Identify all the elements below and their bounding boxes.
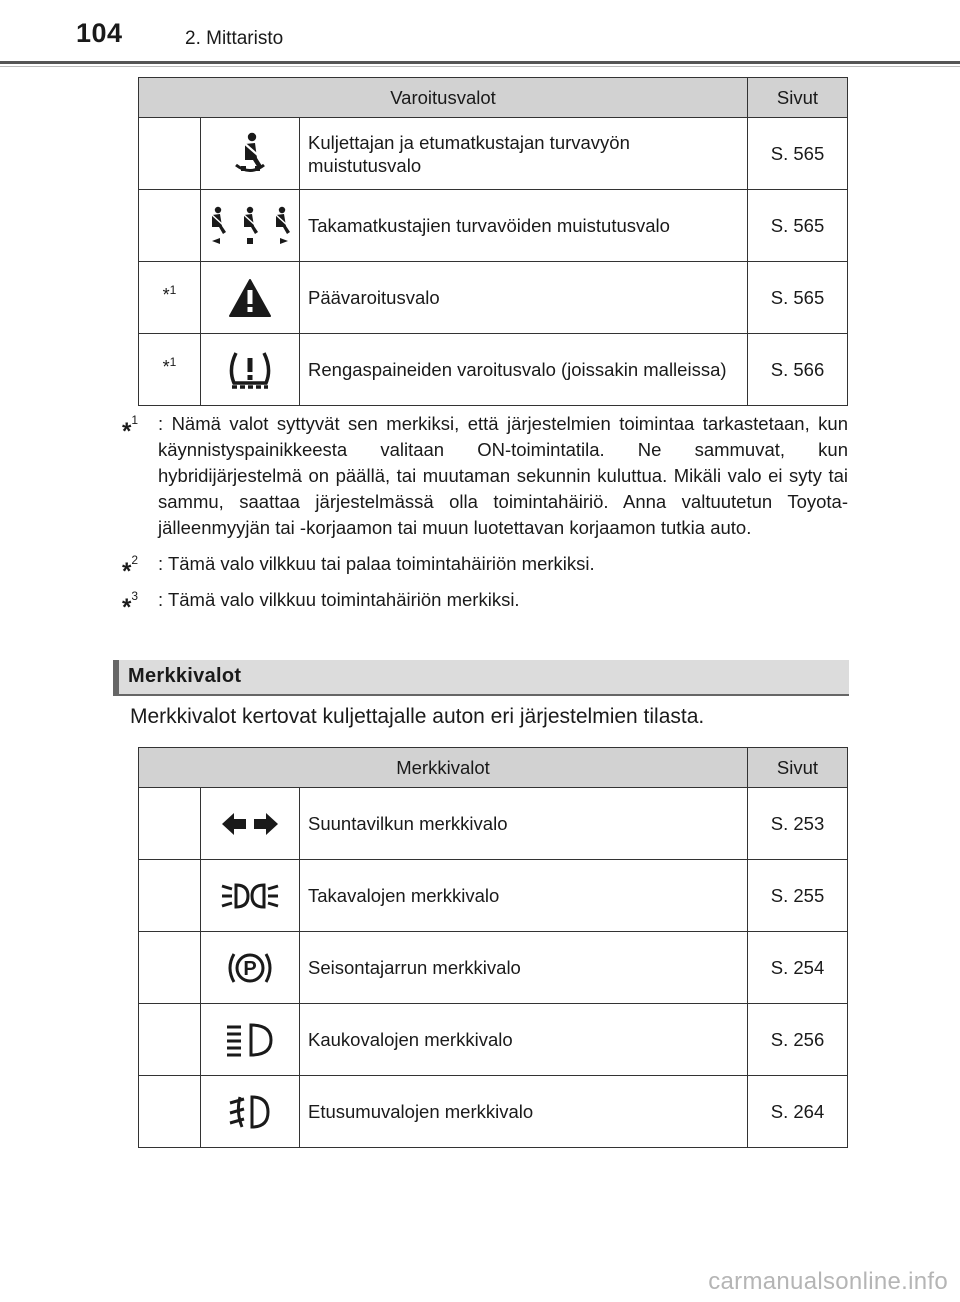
section-heading: Merkkivalot — [128, 665, 242, 687]
indicator-light-name: Suuntavilkun merkkivalo — [300, 788, 748, 860]
table-row — [139, 262, 848, 334]
section-title: 2. Mittaristo — [185, 28, 284, 49]
table-row — [139, 860, 848, 932]
column-header-pages: Sivut — [748, 78, 848, 118]
section-accent — [113, 660, 119, 694]
indicator-light-name: Seisontajarrun merkkivalo — [300, 932, 748, 1004]
high-beam-icon — [201, 1004, 300, 1076]
page-number: 104 — [76, 18, 123, 48]
table-row — [139, 118, 848, 190]
column-header-pages: Sivut — [748, 748, 848, 788]
seatbelt-icon — [201, 118, 300, 190]
row-mark — [139, 932, 201, 1004]
rear-seatbelt-icon — [201, 190, 300, 262]
row-mark — [139, 860, 201, 932]
page-reference: S. 264 — [748, 1076, 848, 1148]
table-row — [139, 932, 848, 1004]
master-warning-icon — [201, 262, 300, 334]
tire-pressure-icon — [201, 334, 300, 406]
page-reference: S. 565 — [748, 262, 848, 334]
warning-light-name: Kuljettajan ja etumatkustajan turvavyön muistutusvalo — [300, 118, 748, 190]
warning-light-name: Päävaroitusvalo — [300, 262, 748, 334]
section-underline — [113, 694, 849, 696]
page-reference: S. 254 — [748, 932, 848, 1004]
row-mark — [139, 190, 201, 262]
footnote-text: : Tämä valo vilkkuu tai palaa toimintahäiriön merkiksi. — [158, 553, 595, 574]
tail-light-icon — [201, 860, 300, 932]
footnote — [122, 411, 848, 541]
page-reference: S. 565 — [748, 118, 848, 190]
row-mark — [139, 1004, 201, 1076]
row-mark — [139, 1076, 201, 1148]
warning-light-name: Takamatkustajien turvavöiden muistutusvalo — [300, 190, 748, 262]
table-row — [139, 788, 848, 860]
table-header-row — [139, 78, 848, 118]
row-mark: *$^1$ — [139, 334, 201, 406]
footnote-mark: *$^3$ — [122, 589, 139, 622]
footnotes — [122, 411, 848, 623]
indicator-lights-table — [138, 747, 848, 1148]
turn-signal-icon — [201, 788, 300, 860]
column-header-warning-lights: Varoitusvalot — [139, 78, 748, 118]
section-heading-bar — [113, 660, 849, 694]
row-mark — [139, 788, 201, 860]
row-mark — [139, 118, 201, 190]
footnote-text: : Nämä valot syttyvät sen merkiksi, että järjestelmien toimintaa tarkastetaan, kun käynnistyspainikkeesta valitaan ON-toimintatila. Ne sammuvat, kun hybridijärjestelmä on päällä, tai muutaman sekunnin kuluttua. Mikäli valo ei syty tai sammu, saattaa järjestelmässä olla toimintahäiriö. Anna valtuutetun Toyota-jälleenmyyjän tai -korjaamon tai muun luotettavan korjaamon tutkia auto. — [158, 413, 848, 538]
svg-text:P: P — [243, 957, 257, 980]
watermark: carmanualsonline.info — [708, 1268, 948, 1295]
page-reference: S. 256 — [748, 1004, 848, 1076]
column-header-indicator-lights: Merkkivalot — [139, 748, 748, 788]
indicator-light-name: Kaukovalojen merkkivalo — [300, 1004, 748, 1076]
footnote-mark: *$^1$ — [122, 413, 139, 446]
warning-lights-table — [138, 77, 848, 406]
indicator-light-name: Takavalojen merkkivalo — [300, 860, 748, 932]
table-header-row — [139, 748, 848, 788]
warning-light-name: Rengaspaineiden varoitusvalo (joissakin malleissa) — [300, 334, 748, 406]
page-reference: S. 253 — [748, 788, 848, 860]
footnote — [122, 587, 848, 622]
table-row — [139, 190, 848, 262]
header-rule — [0, 61, 960, 64]
section-intro: Merkkivalot kertovat kuljettajalle auton eri järjestelmien tilasta. — [130, 705, 705, 728]
parking-brake-icon — [201, 932, 300, 1004]
table-row — [139, 334, 848, 406]
indicator-light-name: Etusumuvalojen merkkivalo — [300, 1076, 748, 1148]
page-reference: S. 565 — [748, 190, 848, 262]
row-mark: *$^1$ — [139, 262, 201, 334]
footnote-text: : Tämä valo vilkkuu toimintahäiriön merkiksi. — [158, 589, 520, 610]
front-fog-light-icon — [201, 1076, 300, 1148]
table-row — [139, 1004, 848, 1076]
footnote — [122, 551, 848, 586]
table-row — [139, 1076, 848, 1148]
page-reference: S. 566 — [748, 334, 848, 406]
page-reference: S. 255 — [748, 860, 848, 932]
footnote-mark: *$^2$ — [122, 553, 139, 586]
